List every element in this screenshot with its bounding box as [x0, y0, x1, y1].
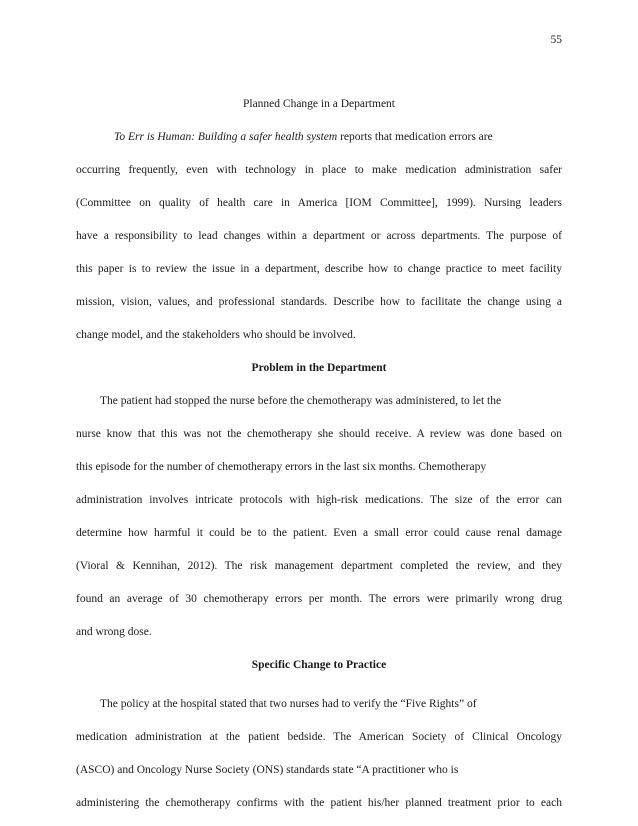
- paragraph-line: determine how harmful it could be to the patient. Even a small error could cause renal damage: [76, 527, 562, 539]
- paragraph-line: [114, 131, 493, 143]
- paragraph-line: nurse know that this was not the chemotherapy she should receive. A review was done based on: [76, 428, 562, 440]
- paragraph-line: (Committee on quality of health care in America [IOM Committee], 1999). Nursing leaders: [76, 197, 562, 209]
- section-heading-specific-change: Specific Change to Practice: [251, 659, 387, 671]
- paragraph-line: occurring frequently, even with technology in place to make medication administration safer: [76, 164, 562, 176]
- section-heading-problem: Problem in the Department: [251, 362, 387, 374]
- paragraph-line: this episode for the number of chemotherapy errors in the last six months. Chemotherapy: [76, 461, 487, 473]
- paragraph-line: found an average of 30 chemotherapy errors per month. The errors were primarily wrong drug: [76, 593, 562, 605]
- paragraph-line: mission, vision, values, and professional standards. Describe how to facilitate the change using a: [76, 296, 562, 308]
- page-number: 55: [550, 34, 562, 46]
- paragraph-line: (Vioral & Kennihan, 2012). The risk management department completed the review, and they: [76, 560, 562, 572]
- paragraph-line: administration involves intricate protocols with high-risk medications. The size of the error can: [76, 494, 562, 506]
- paragraph-line: administering the chemotherapy confirms with the patient his/her planned treatment prior to each: [76, 797, 562, 809]
- paragraph-line: The patient had stopped the nurse before the chemotherapy was administered, to let the: [100, 395, 502, 407]
- paragraph-line: (ASCO) and Oncology Nurse Society (ONS) standards state “A practitioner who is: [76, 764, 459, 776]
- paragraph-line: have a responsibility to lead changes within a department or across departments. The purpose of: [76, 230, 562, 242]
- paragraph-line: and wrong dose.: [76, 626, 152, 638]
- paragraph-line: change model, and the stakeholders who should be involved.: [76, 329, 356, 341]
- paragraph-line: this paper is to review the issue in a department, describe how to change practice to meet facility: [76, 263, 562, 275]
- document-title: Planned Change in a Department: [242, 98, 395, 110]
- paragraph-line: The policy at the hospital stated that two nurses had to verify the “Five Rights” of: [100, 698, 477, 710]
- paragraph-line: medication administration at the patient bedside. The American Society of Clinical Oncology: [76, 731, 562, 743]
- line-text: reports that medication errors are: [337, 131, 493, 143]
- italic-source-title: To Err is Human: Building a safer health system: [114, 131, 338, 143]
